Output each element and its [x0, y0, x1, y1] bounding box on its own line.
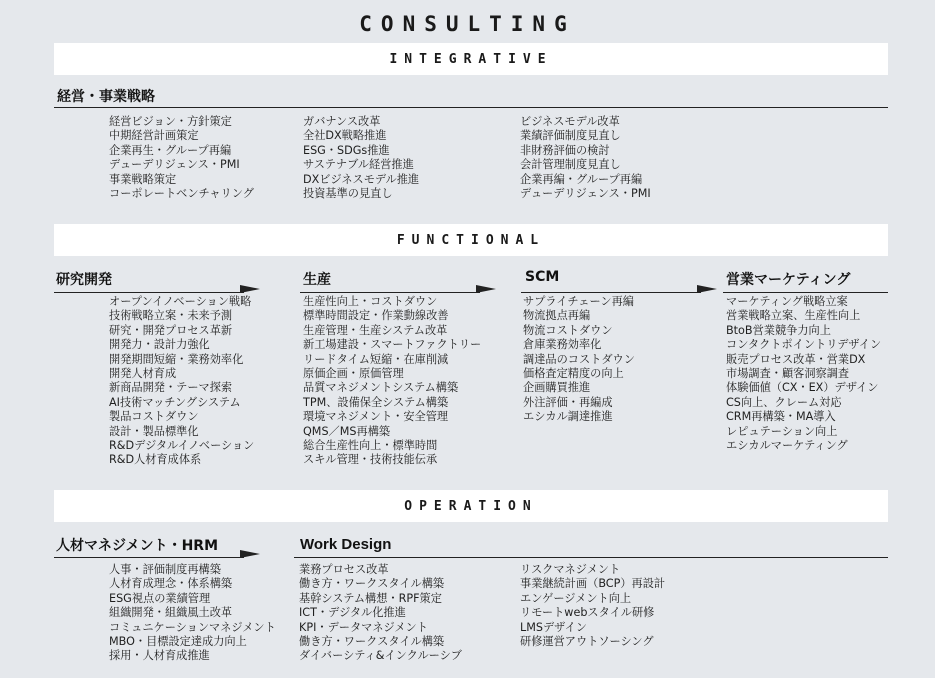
page-title: CONSULTING: [359, 12, 576, 36]
list-item: 経営ビジョン・方針策定: [109, 115, 232, 128]
arrow-production: [476, 285, 496, 293]
list-item: エシカル調達推進: [523, 410, 613, 424]
list-item: 働き方・ワークスタイル構築: [299, 577, 445, 591]
list-production: [303, 295, 481, 468]
heading-production: 生産: [303, 272, 331, 288]
list-item: LMSデザイン: [520, 620, 587, 634]
list-integrative-col3: [520, 115, 651, 201]
list-item: 研究・開発プロセス革新: [109, 323, 233, 337]
list-rnd: [109, 295, 254, 468]
list-item: コミュニケーションマネジメント: [109, 620, 276, 634]
list-item: TPM、設備保全システム構築: [303, 395, 449, 409]
list-item: CRM再構築・MA導入: [726, 410, 836, 424]
list-item: 総合生産性向上・標準時間: [303, 439, 438, 453]
band-functional: [54, 224, 888, 256]
list-item: 企業再編・グループ再編: [520, 172, 643, 186]
list-item: 物流拠点再編: [523, 309, 591, 323]
list-scm: [523, 295, 635, 425]
list-item: 開発力・設計力強化: [109, 338, 210, 352]
band-integrative: [54, 43, 888, 75]
list-item: デューデリジェンス・PMI: [520, 187, 651, 201]
list-item: 開発人材育成: [109, 367, 177, 381]
list-item: 新工場建設・スマートファクトリー: [303, 338, 482, 352]
heading-management-strategy: 経営・事業戦略: [57, 89, 155, 105]
list-item: 研修運営アウトソーシング: [520, 635, 654, 649]
list-integrative-col1: [109, 115, 254, 201]
heading-scm: SCM: [525, 269, 560, 285]
list-integrative-col2: [303, 115, 419, 201]
band-functional-label: FUNCTIONAL: [396, 232, 546, 248]
list-item: 倉庫業務効率化: [523, 338, 602, 352]
list-item: レピュテーション向上: [726, 424, 838, 438]
list-item: MBO・目標設定達成力向上: [109, 635, 247, 649]
list-item: 外注評価・再編成: [523, 395, 613, 409]
list-item: エシカルマーケティング: [726, 439, 848, 453]
list-item: 企業再生・グループ再編: [109, 143, 232, 157]
band-operation-label: OPERATION: [404, 498, 538, 514]
list-item: AI技術マッチングシステム: [109, 395, 241, 409]
list-item: 生産管理・生産システム改革: [303, 323, 448, 337]
list-item: エンゲージメント向上: [520, 591, 632, 605]
rule-work-design: [294, 557, 888, 558]
heading-rnd: 研究開発: [56, 272, 112, 288]
list-item: 投資基準の見直し: [303, 187, 393, 201]
list-item: デューデリジェンス・PMI: [109, 158, 240, 172]
list-item: コンタクトポイントリデザイン: [726, 338, 882, 352]
list-item: KPI・データマネジメント: [299, 620, 428, 634]
list-marketing: [726, 295, 881, 453]
list-item: CS向上、クレーム対応: [726, 395, 842, 409]
arrow-rnd: [240, 285, 260, 293]
list-item: マーケティング戦略立案: [726, 295, 848, 308]
list-item: 基幹システム構想・RPF策定: [299, 591, 442, 605]
list-item: 会計管理制度見直し: [520, 158, 621, 172]
list-item: 標準時間設定・作業動線改善: [303, 309, 449, 323]
list-item: 市場調査・顧客洞察調査: [726, 367, 850, 381]
list-item: 非財務評価の検討: [520, 143, 610, 157]
list-item: 業績評価制度見直し: [520, 129, 621, 143]
list-item: ESG・SDGs推進: [303, 143, 390, 157]
list-item: 生産性向上・コストダウン: [303, 295, 438, 308]
list-item: 設計・製品標準化: [109, 424, 199, 438]
list-item: スキル管理・技術技能伝承: [303, 453, 438, 467]
rule-production: [300, 292, 480, 293]
list-item: ESG視点の業績管理: [109, 591, 211, 605]
rule-marketing: [723, 292, 888, 293]
list-hrm: [109, 563, 276, 664]
rule-scm: [521, 292, 701, 293]
list-item: 事業戦略策定: [109, 172, 177, 186]
list-item: コーポレートベンチャリング: [109, 187, 254, 201]
list-item: BtoB営業競争力向上: [726, 323, 831, 337]
list-item: ICT・デジタル化推進: [299, 606, 406, 620]
arrow-hrm: [240, 550, 260, 558]
list-item: 全社DX戦略推進: [303, 129, 387, 143]
list-item: 体験価値（CX・EX）デザイン: [726, 381, 879, 395]
list-item: ビジネスモデル改革: [520, 115, 620, 128]
list-item: DXビジネスモデル推進: [303, 172, 420, 186]
arrow-scm: [697, 285, 717, 293]
list-item: ガバナンス改革: [303, 115, 381, 128]
heading-work-design: Work Design: [300, 536, 392, 553]
list-item: 価格査定精度の向上: [523, 367, 624, 381]
list-item: 中期経営計画策定: [109, 129, 199, 143]
list-item: 原価企画・原価管理: [303, 367, 404, 381]
list-item: 採用・人材育成推進: [109, 649, 210, 663]
list-item: 物流コストダウン: [523, 323, 613, 337]
rule-hrm: [54, 557, 244, 558]
list-item: 人事・評価制度再構築: [109, 563, 221, 576]
list-item: オープンイノベーション戦略: [109, 295, 252, 308]
list-item: 新商品開発・テーマ探索: [109, 381, 233, 395]
rule-management-strategy: [54, 107, 888, 108]
list-item: 組織開発・組織風土改革: [109, 606, 233, 620]
list-item: 環境マネジメント・安全管理: [303, 410, 449, 424]
list-item: 品質マネジメントシステム構築: [303, 381, 459, 395]
list-item: 事業継続計画（BCP）再設計: [520, 577, 666, 591]
list-item: サステナブル経営推進: [303, 158, 414, 172]
list-item: 企画購買推進: [523, 381, 591, 395]
list-item: 技術戦略立案・未来予測: [109, 309, 233, 323]
list-item: 働き方・ワークスタイル構築: [299, 635, 445, 649]
heading-hrm: 人材マネジメント・HRM: [56, 538, 219, 554]
band-integrative-label: INTEGRATIVE: [389, 51, 553, 67]
list-work-design-col2: [520, 563, 665, 649]
list-item: 開発期間短縮・業務効率化: [109, 352, 244, 366]
list-item: R&D人材育成体系: [109, 453, 202, 467]
list-item: ダイバーシティ&インクルーシブ: [299, 649, 462, 663]
list-item: リードタイム短縮・在庫削減: [303, 352, 449, 366]
list-item: R&Dデジタルイノベーション: [109, 439, 255, 453]
list-item: リスクマネジメント: [520, 563, 621, 576]
heading-marketing: 営業マーケティング: [726, 272, 851, 288]
band-operation: [54, 490, 888, 522]
list-item: QMS／MS再構築: [303, 424, 391, 438]
list-item: 調達品のコストダウン: [523, 352, 635, 366]
list-item: 業務プロセス改革: [299, 563, 389, 576]
list-item: 営業戦略立案、生産性向上: [726, 309, 861, 323]
list-item: 販売プロセス改革・営業DX: [726, 352, 866, 366]
list-item: 人材育成理念・体系構築: [109, 577, 233, 591]
list-item: 製品コストダウン: [109, 410, 199, 424]
rule-rnd: [54, 292, 244, 293]
list-work-design-col1: [299, 563, 462, 664]
list-item: リモートwebスタイル研修: [520, 606, 655, 620]
list-item: サプライチェーン再編: [523, 295, 634, 308]
